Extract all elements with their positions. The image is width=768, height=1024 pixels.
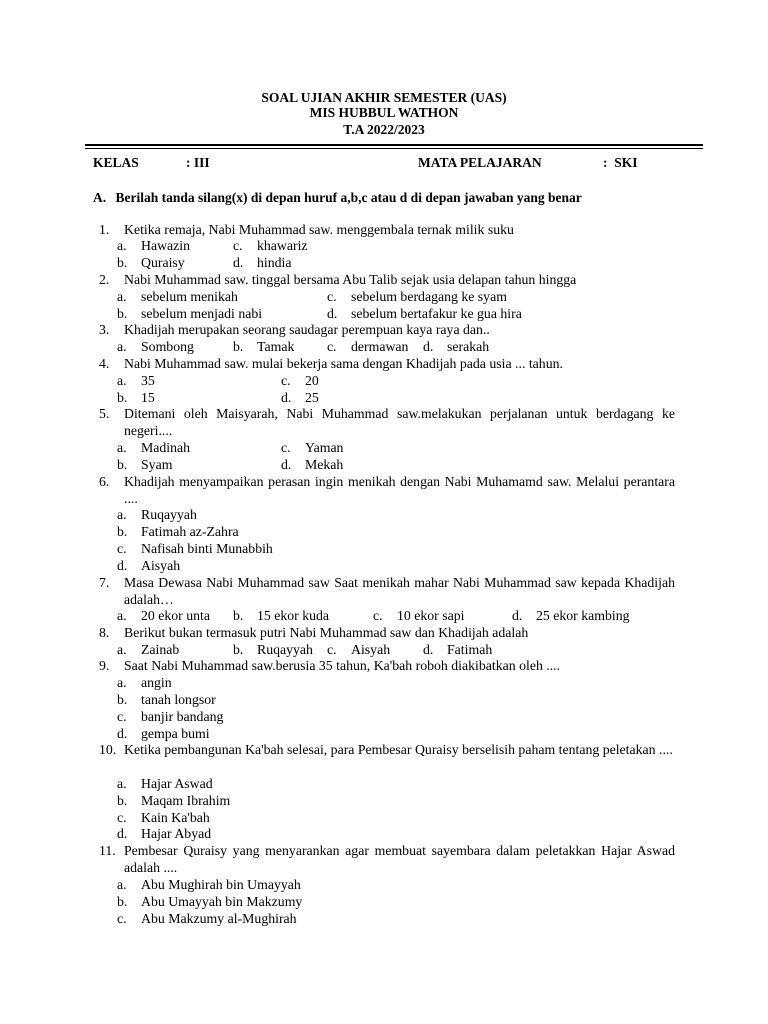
option-text: Maqam Ibrahim xyxy=(141,793,231,808)
question-4 xyxy=(99,355,675,372)
option-letter: a. xyxy=(117,776,127,791)
option-letter: b. xyxy=(117,793,128,808)
answer-option xyxy=(117,775,213,792)
answer-option xyxy=(117,254,185,271)
answer-option xyxy=(117,725,210,742)
option-letter: b. xyxy=(117,306,128,321)
answer-option xyxy=(117,809,210,826)
option-letter: b. xyxy=(117,390,128,405)
option-letter: c. xyxy=(117,709,127,724)
answer-option xyxy=(281,456,343,473)
exam-title: SOAL UJIAN AKHIR SEMESTER (UAS) xyxy=(261,90,507,105)
answer-option xyxy=(117,910,297,927)
option-text: banjir bandang xyxy=(141,709,224,724)
answer-option xyxy=(327,641,390,658)
header-divider-thick xyxy=(85,144,703,146)
question-text: Masa Dewasa Nabi Muhammad saw Saat menikah mahar Nabi Muhammad saw kepada Khadijah adalah… xyxy=(124,575,675,607)
option-text: sebelum menikah xyxy=(141,289,238,304)
option-text: Yaman xyxy=(305,440,344,455)
option-text: Ruqayyah xyxy=(141,507,197,522)
option-letter: c. xyxy=(327,339,337,354)
option-letter: a. xyxy=(117,440,127,455)
answer-option xyxy=(117,876,301,893)
answer-option xyxy=(117,607,210,624)
question-5 xyxy=(99,405,675,439)
answer-option xyxy=(117,557,180,574)
answer-option xyxy=(117,305,262,322)
option-letter: d. xyxy=(281,457,292,472)
question-11 xyxy=(99,842,675,876)
question-number: 6. xyxy=(99,474,110,489)
option-text: khawariz xyxy=(257,238,308,253)
question-number: 3. xyxy=(99,322,110,337)
option-letter: a. xyxy=(117,877,127,892)
option-text: gempa bumi xyxy=(141,726,210,741)
answer-option xyxy=(233,237,308,254)
answer-option xyxy=(117,540,273,557)
question-text: Nabi Muhammad saw. mulai bekerja sama dengan Khadijah pada usia ... tahun. xyxy=(124,356,563,371)
option-letter: d. xyxy=(423,339,434,354)
question-6 xyxy=(99,473,675,507)
option-letter: d. xyxy=(117,726,128,741)
option-text: 15 ekor kuda xyxy=(257,608,330,623)
section-instruction-text: Berilah tanda silang(x) di depan huruf a,b,c atau d di depan jawaban yang benar xyxy=(115,190,582,205)
answer-option xyxy=(233,641,313,658)
answer-option xyxy=(233,607,329,624)
question-number: 9. xyxy=(99,658,110,673)
question-number: 10. xyxy=(99,742,117,757)
answer-option xyxy=(117,456,172,473)
question-text: Saat Nabi Muhammad saw.berusia 35 tahun, Ka'bah roboh diakibatkan oleh .... xyxy=(124,658,561,673)
option-letter: a. xyxy=(117,642,127,657)
option-text: Fatimah az-Zahra xyxy=(141,524,239,539)
option-text: sebelum bertafakur ke gua hira xyxy=(351,306,522,321)
option-letter: b. xyxy=(233,608,244,623)
option-text: 25 xyxy=(305,390,319,405)
question-text: Berikut bukan termasuk putri Nabi Muhammad saw dan Khadijah adalah xyxy=(124,625,529,640)
answer-option xyxy=(281,389,319,406)
question-number: 8. xyxy=(99,625,110,640)
answer-option xyxy=(281,439,343,456)
answer-option xyxy=(117,389,155,406)
subject-value: : SKI xyxy=(603,155,638,170)
option-letter: a. xyxy=(117,608,127,623)
question-number: 4. xyxy=(99,356,110,371)
option-letter: c. xyxy=(281,440,291,455)
option-letter: c. xyxy=(117,911,127,926)
option-letter: c. xyxy=(327,642,337,657)
option-text: Quraisy xyxy=(141,255,185,270)
answer-option xyxy=(117,288,238,305)
option-text: Fatimah xyxy=(447,642,493,657)
answer-option xyxy=(117,825,211,842)
option-letter: b. xyxy=(233,642,244,657)
question-text: Khadijah merupakan seorang saudagar perempuan kaya raya dan.. xyxy=(124,322,490,337)
option-text: sebelum berdagang ke syam xyxy=(351,289,507,304)
option-text: Abu Mughirah bin Umayyah xyxy=(141,877,301,892)
option-letter: b. xyxy=(117,524,128,539)
question-text: Nabi Muhammad saw. tinggal bersama Abu Talib sejak usia delapan tahun hingga xyxy=(124,272,577,287)
option-text: Aisyah xyxy=(351,642,391,657)
answer-option xyxy=(117,506,197,523)
option-letter: c. xyxy=(233,238,243,253)
option-text: Abu Makzumy al-Mughirah xyxy=(141,911,297,926)
option-text: 15 xyxy=(141,390,155,405)
option-text: Kain Ka'bah xyxy=(141,810,210,825)
class-label: KELAS xyxy=(93,155,139,170)
option-letter: c. xyxy=(327,289,337,304)
option-text: angin xyxy=(141,675,172,690)
option-letter: b. xyxy=(117,255,128,270)
option-letter: a. xyxy=(117,238,127,253)
option-letter: c. xyxy=(281,373,291,388)
option-text: Madinah xyxy=(141,440,191,455)
question-number: 5. xyxy=(99,406,110,421)
answer-option xyxy=(512,607,630,624)
question-text: Pembesar Quraisy yang menyarankan agar membuat sayembara dalam peletakkan Hajar Aswad adalah .... xyxy=(124,843,675,875)
option-letter: d. xyxy=(512,608,523,623)
option-text: dermawan xyxy=(351,339,409,354)
option-text: Hajar Abyad xyxy=(141,826,212,841)
option-text: 20 ekor unta xyxy=(141,608,210,623)
answer-option xyxy=(117,674,172,691)
answer-option xyxy=(117,439,190,456)
option-letter: b. xyxy=(233,339,244,354)
option-letter: d. xyxy=(117,826,128,841)
question-1 xyxy=(99,221,675,238)
question-number: 7. xyxy=(99,575,110,590)
answer-option xyxy=(373,607,464,624)
option-text: Syam xyxy=(141,457,173,472)
question-number: 1. xyxy=(99,222,110,237)
question-text: Ketika remaja, Nabi Muhammad saw. menggembala ternak milik suku xyxy=(124,222,514,237)
option-text: 25 ekor kambing xyxy=(536,608,630,623)
answer-option xyxy=(233,254,292,271)
answer-option xyxy=(117,792,230,809)
option-letter: d. xyxy=(281,390,292,405)
answer-option xyxy=(423,338,489,355)
class-value: : III xyxy=(186,155,210,170)
option-text: Abu Umayyah bin Makzumy xyxy=(141,894,303,909)
academic-year: T.A 2022/2023 xyxy=(343,122,425,137)
option-text: Ruqayyah xyxy=(257,642,313,657)
question-7 xyxy=(99,574,675,608)
option-text: serakah xyxy=(447,339,490,354)
option-text: 20 xyxy=(305,373,319,388)
option-letter: d. xyxy=(233,255,244,270)
subject-label: MATA PELAJARAN xyxy=(418,155,542,170)
answer-option xyxy=(233,338,294,355)
header-divider-thin xyxy=(85,148,703,149)
option-text: 10 ekor sapi xyxy=(397,608,465,623)
option-text: Tamak xyxy=(257,339,295,354)
question-text: Ditemani oleh Maisyarah, Nabi Muhammad saw.melakukan perjalanan untuk berdagang ke negeri.... xyxy=(124,406,675,438)
answer-option xyxy=(117,372,155,389)
answer-option xyxy=(117,641,179,658)
question-number: 2. xyxy=(99,272,110,287)
option-letter: c. xyxy=(373,608,383,623)
option-letter: b. xyxy=(117,692,128,707)
option-letter: c. xyxy=(117,810,127,825)
answer-option xyxy=(281,372,319,389)
question-8 xyxy=(99,624,675,641)
question-text: Khadijah menyampaikan perasan ingin menikah dengan Nabi Muhamamd saw. Melalui perantara .... xyxy=(124,474,675,506)
option-text: Aisyah xyxy=(141,558,181,573)
answer-option xyxy=(423,641,492,658)
option-text: tanah longsor xyxy=(141,692,216,707)
option-text: hindia xyxy=(257,255,292,270)
section-letter: A. xyxy=(93,190,107,205)
option-text: 35 xyxy=(141,373,155,388)
option-letter: a. xyxy=(117,507,127,522)
question-text: Ketika pembangunan Ka'bah selesai, para Pembesar Quraisy berselisih paham tentang peletakan .... xyxy=(124,742,673,757)
option-text: Mekah xyxy=(305,457,344,472)
option-letter: d. xyxy=(117,558,128,573)
option-text: Zainab xyxy=(141,642,180,657)
question-2 xyxy=(99,271,675,288)
answer-option xyxy=(117,523,239,540)
option-letter: a. xyxy=(117,339,127,354)
option-text: Hawazin xyxy=(141,238,191,253)
option-letter: c. xyxy=(117,541,127,556)
option-text: Sombong xyxy=(141,339,194,354)
question-9 xyxy=(99,657,675,674)
option-letter: d. xyxy=(327,306,338,321)
answer-option xyxy=(117,691,216,708)
answer-option xyxy=(327,305,522,322)
answer-option xyxy=(117,237,190,254)
option-letter: b. xyxy=(117,894,128,909)
option-text: Nafisah binti Munabbih xyxy=(141,541,273,556)
answer-option xyxy=(327,338,408,355)
school-name: MIS HUBBUL WATHON xyxy=(309,105,459,120)
option-letter: a. xyxy=(117,675,127,690)
option-letter: b. xyxy=(117,457,128,472)
section-instruction xyxy=(93,190,582,206)
option-letter: d. xyxy=(423,642,434,657)
option-letter: a. xyxy=(117,289,127,304)
option-letter: a. xyxy=(117,373,127,388)
question-3 xyxy=(99,321,675,338)
question-10 xyxy=(99,741,675,758)
option-text: Hajar Aswad xyxy=(141,776,213,791)
question-number: 11. xyxy=(99,843,116,858)
answer-option xyxy=(117,338,194,355)
option-text: sebelum menjadi nabi xyxy=(141,306,263,321)
answer-option xyxy=(327,288,507,305)
answer-option xyxy=(117,708,223,725)
answer-option xyxy=(117,893,302,910)
